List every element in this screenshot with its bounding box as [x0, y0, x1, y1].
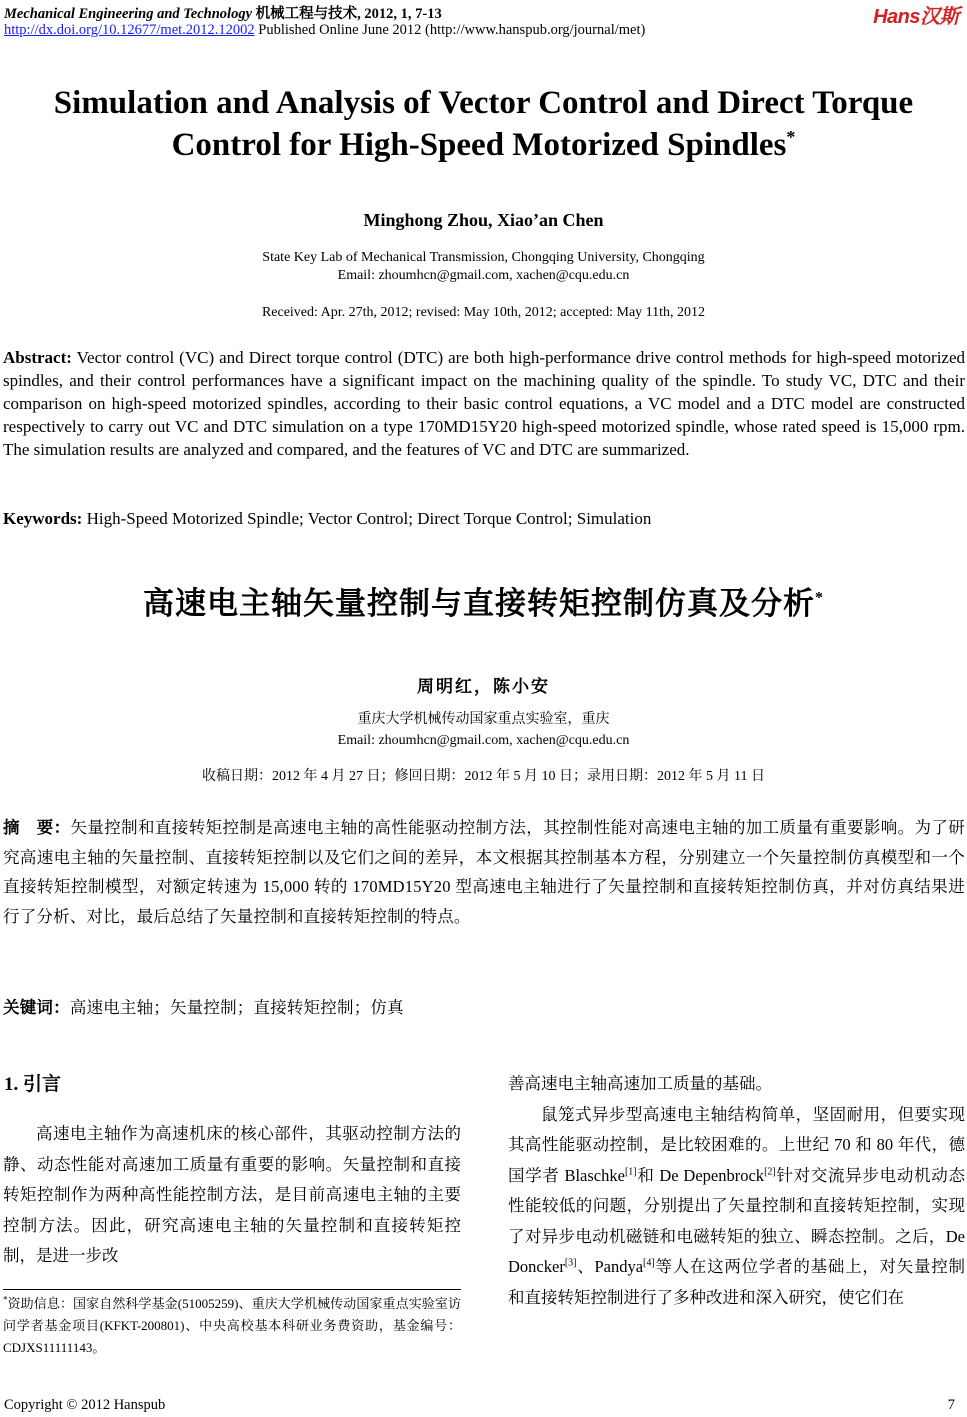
journal-issue: 机械工程与技术, 2012, 1, 7-13 [255, 6, 442, 22]
abstract-label: Abstract: [3, 348, 72, 367]
body-text: 针对交流异步电动机动态性能较低的问题，分别提出了矢量控制和直接转矩控制，实现了对异步电动机磁链和电磁转矩的独立、瞬态控制。之后，De Doncker [508, 1165, 966, 1276]
section-heading [4, 1069, 61, 1096]
cn-email: Email: zhoumhcn@gmail.com, xachen@cqu.edu.cn [337, 733, 630, 748]
body-right-column [508, 1069, 965, 1313]
citation-ref: [1] [624, 1166, 637, 1177]
cn-authors: 周明红，陈小安 [417, 677, 550, 696]
body-text: 和 De Depenbrock [636, 1165, 765, 1185]
cn-abstract-label: 摘 要： [3, 818, 71, 837]
cn-title-footnote-mark: * [815, 589, 824, 607]
section-number: 1. [4, 1074, 19, 1095]
title-line-1: Simulation and Analysis of Vector Control and Direct Torque [53, 85, 914, 121]
cn-keywords-text: 高速电主轴；矢量控制；直接转矩控制；仿真 [69, 998, 404, 1017]
page-number: 7 [947, 1397, 955, 1413]
keywords-label: Keywords: [3, 509, 83, 528]
cn-affiliation: 重庆大学机械传动国家重点实验室，重庆 [357, 712, 610, 727]
body-left-column [3, 1119, 461, 1272]
citation-ref: [2] [764, 1166, 776, 1177]
email: Email: zhoumhcn@gmail.com, xachen@cqu.edu.cn [337, 268, 630, 283]
copyright: Copyright © 2012 Hanspub [4, 1397, 166, 1413]
body-paragraph: 高速电主轴作为高速机床的核心部件，其驱动控制方法的静、动态性能对高速加工质量有重要的影响。矢量控制和直接转矩控制作为两种高性能控制方法，是目前高速电主轴的主要控制方法。因此，研究高速电主轴的矢量控制和直接转矩控制，是进一步改 [3, 1124, 461, 1265]
body-text: 、Pandya [576, 1257, 644, 1276]
abstract [3, 346, 965, 461]
published-online: Published Online June 2012 (http://www.hanspub.org/journal/met) [258, 22, 646, 38]
keywords [3, 507, 965, 530]
doi-link[interactable]: http://dx.doi.org/10.12677/met.2012.12002 [4, 22, 255, 38]
affiliation: State Key Lab of Mechanical Transmission, Chongqing University, Chongqing [262, 250, 705, 265]
received-dates: Received: Apr. 27th, 2012; revised: May 10th, 2012; accepted: May 11th, 2012 [261, 305, 706, 320]
title-footnote-mark: * [786, 127, 796, 147]
footnote-mark: * [3, 1294, 8, 1305]
keywords-text: High-Speed Motorized Spindle; Vector Control; Direct Torque Control; Simulation [86, 509, 652, 528]
cn-keywords [3, 993, 965, 1023]
paper-title [0, 82, 967, 166]
body-paragraph-continued: 善高速电主轴高速加工质量的基础。 [508, 1074, 772, 1093]
authors: Minghong Zhou, Xiao’an Chen [363, 210, 604, 230]
body-text: 鼠笼式异步型高速电主轴结构简单，坚固耐用，但要实现其高性能驱动控制，是比较困难的。上世纪 70 和 80 年代，德国学者 Blaschke [508, 1104, 966, 1185]
body-paragraph [508, 1100, 965, 1314]
cn-keywords-label: 关键词： [3, 998, 70, 1017]
body-text: 等人在这两位学者的基础上，对矢量控制和直接转矩控制进行了多种改进和深入研究，使它们在 [508, 1257, 966, 1307]
journal-name: Mechanical Engineering and Technology [4, 6, 253, 22]
cn-title-text: 高速电主轴矢量控制与直接转矩控制仿真及分析 [143, 586, 815, 622]
doi-line [4, 22, 645, 39]
title-line-2: Control for High-Speed Motorized Spindles [171, 127, 787, 163]
cn-abstract [3, 813, 965, 931]
citation-ref: [3] [564, 1257, 577, 1269]
cn-paper-title [0, 578, 967, 623]
cn-received-dates: 收稿日期：2012 年 4 月 27 日；修回日期：2012 年 5 月 10 日；录用日期：2012 年 5 月 11 日 [202, 769, 765, 784]
footnote-text: 资助信息：国家自然科学基金(51005259)、重庆大学机械传动国家重点实验室访问学者基金项目(KFKT-200801)、中央高校基本科研业务费资助，基金编号：CDJXS11111143。 [3, 1296, 461, 1355]
cn-abstract-text: 矢量控制和直接转矩控制是高速电主轴的高性能驱动控制方法，其控制性能对高速电主轴的加工质量有重要影响。为了研究高速电主轴的矢量控制、直接转矩控制以及它们之间的差异，本文根据其控制基本方程，分别建立一个矢量控制仿真模型和一个直接转矩控制模型，对额定转速为 15,000 转的 170MD15Y20 型高速电主轴进行了矢量控制和直接转矩控制仿真，并对仿真结果进行了分析、对比，最后总结了矢量控制和直接转矩控制的特点。 [3, 818, 965, 926]
footnote-divider [3, 1289, 461, 1290]
funding-footnote [3, 1293, 461, 1359]
journal-header [4, 2, 442, 23]
abstract-text: Vector control (VC) and Direct torque control (DTC) are both high-performance drive control methods for high-speed motorized spindles, and their control performances have a significant impact on the machining quality of the spindle. To study VC, DTC and their comparison on high-speed motorized spindles, according to their basic control equations, a VC model and a DTC model are constructed respectively to carry out VC and DTC simulation on a type 170MD15Y20 high-speed motorized spindle, whose rated speed is 15,000 rpm. The simulation results are analyzed and compared, and the features of VC and DTC are summarized. [3, 348, 966, 459]
hanspub-logo: Hans汉斯 [873, 6, 959, 28]
citation-ref: [4] [643, 1257, 655, 1269]
section-title: 引言 [23, 1073, 62, 1095]
